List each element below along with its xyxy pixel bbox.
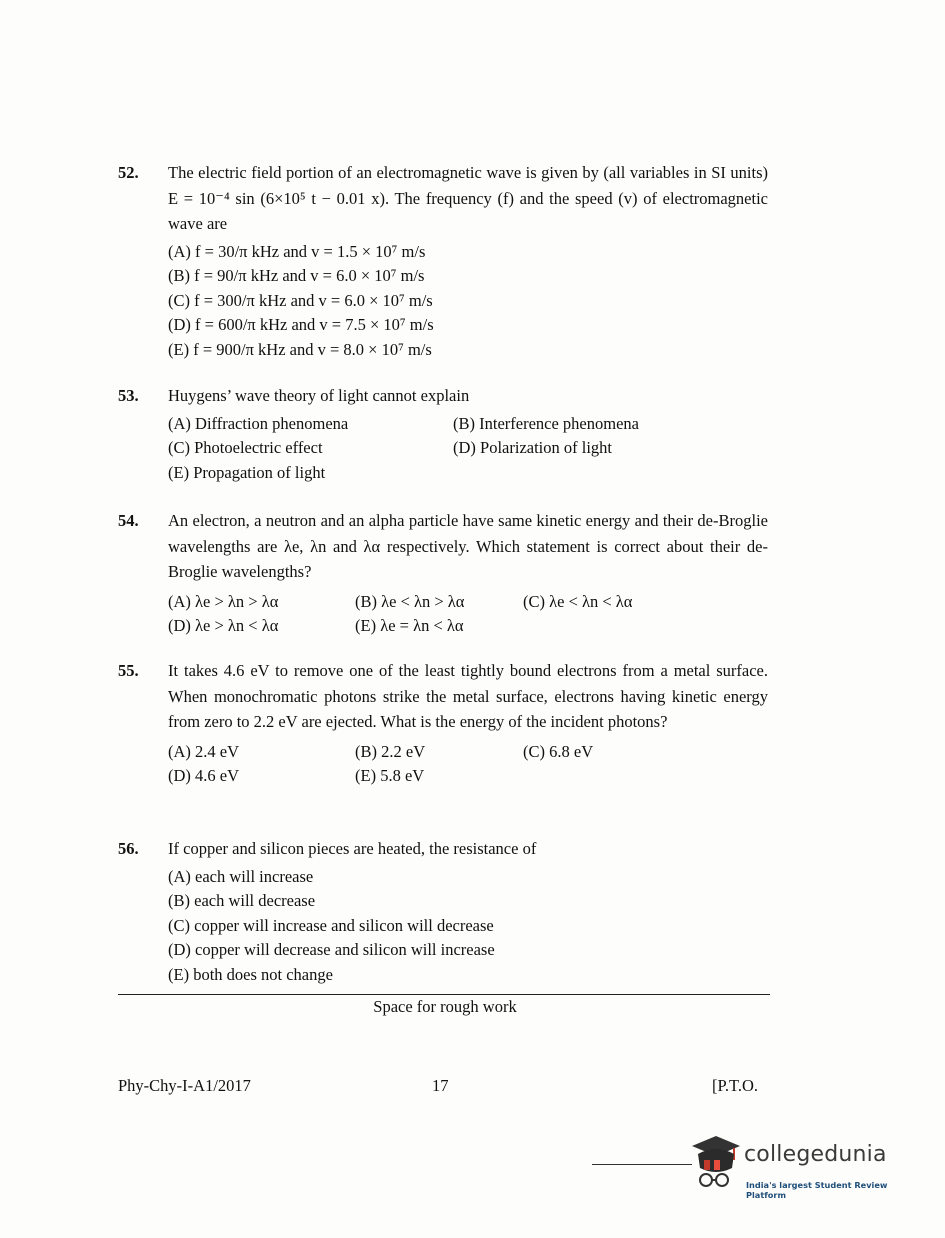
question-55	[118, 658, 768, 788]
option-a: (A) f = 30/π kHz and v = 1.5 × 10⁷ m/s	[168, 241, 426, 261]
option-c: (C) λe < λn < λα	[523, 591, 633, 611]
question-text: It takes 4.6 eV to remove one of the least tightly bound electrons from a metal surface. When monochromatic photons strike the metal surface, electrons having kinetic energy from zero to 2.2 eV are ejected. What is the energy of the incident photons?	[168, 661, 768, 731]
option-e: (E) both does not change	[168, 964, 333, 984]
option-d: (D) Polarization of light	[453, 438, 613, 457]
option-e: (E) λe = λn < λα	[355, 616, 464, 635]
option-b: (B) 2.2 eV	[355, 741, 426, 761]
watermark-tagline: India's largest Student Review Platform	[746, 1180, 888, 1200]
footer-page-number: 17	[432, 1076, 449, 1095]
question-number: 52.	[118, 163, 139, 182]
footer-code: Phy-Chy-I-A1/2017	[118, 1076, 251, 1095]
question-number: 54.	[118, 511, 139, 530]
question-text: An electron, a neutron and an alpha particle have same kinetic energy and their de-Broglie wavelengths are λe, λn and λα respectively. Which statement is correct about their de-Broglie wavelengths?	[168, 511, 768, 581]
question-52	[118, 160, 768, 361]
option-list	[168, 239, 768, 362]
question-text: If copper and silicon pieces are heated, the resistance of	[168, 839, 537, 858]
watermark-line	[592, 1164, 692, 1165]
option-list	[168, 864, 768, 987]
option-a: (A) 2.4 eV	[168, 741, 240, 761]
collegedunia-watermark	[592, 1130, 922, 1210]
option-e: (E) 5.8 eV	[355, 766, 425, 785]
option-d: (D) f = 600/π kHz and v = 7.5 × 10⁷ m/s	[168, 315, 434, 334]
option-list	[168, 411, 768, 485]
option-e: (E) Propagation of light	[168, 462, 326, 482]
option-c: (C) copper will increase and silicon will decrease	[168, 915, 494, 935]
footer-pto: [P.T.O.	[712, 1076, 758, 1095]
option-b: (B) λe < λn > λα	[355, 591, 465, 611]
option-d: (D) λe > λn < λα	[168, 616, 279, 635]
question-54	[118, 508, 768, 638]
option-c: (C) 6.8 eV	[523, 741, 594, 761]
option-d: (D) 4.6 eV	[168, 766, 240, 785]
option-b: (B) Interference phenomena	[453, 413, 639, 433]
option-b: (B) f = 90/π kHz and v = 6.0 × 10⁷ m/s	[168, 266, 425, 285]
option-a: (A) each will increase	[168, 866, 314, 886]
option-e: (E) f = 900/π kHz and v = 8.0 × 10⁷ m/s	[168, 339, 432, 359]
option-a: (A) λe > λn > λα	[168, 591, 279, 611]
question-number: 56.	[118, 839, 139, 858]
option-b: (B) each will decrease	[168, 891, 316, 910]
option-list	[168, 589, 768, 638]
question-number: 55.	[118, 661, 139, 680]
question-number: 53.	[118, 386, 139, 405]
option-c: (C) f = 300/π kHz and v = 6.0 × 10⁷ m/s	[168, 290, 433, 310]
option-a: (A) Diffraction phenomena	[168, 413, 349, 433]
option-d: (D) copper will decrease and silicon will increase	[168, 940, 495, 959]
divider-rule	[118, 994, 770, 995]
question-53	[118, 383, 768, 484]
question-text: Huygens’ wave theory of light cannot explain	[168, 386, 470, 405]
option-list	[168, 739, 768, 788]
rough-work-label: Space for rough work	[373, 997, 517, 1016]
question-text: The electric field portion of an electromagnetic wave is given by (all variables in SI units) E = 10⁻⁴ sin (6×10⁵ t − 0.01 x). The frequency (f) and the speed (v) of electromagnetic wave are	[168, 163, 768, 233]
option-c: (C) Photoelectric effect	[168, 438, 323, 457]
watermark-name: collegedunia	[744, 1142, 887, 1167]
question-56	[118, 836, 768, 986]
mascot-icon	[688, 1132, 744, 1196]
